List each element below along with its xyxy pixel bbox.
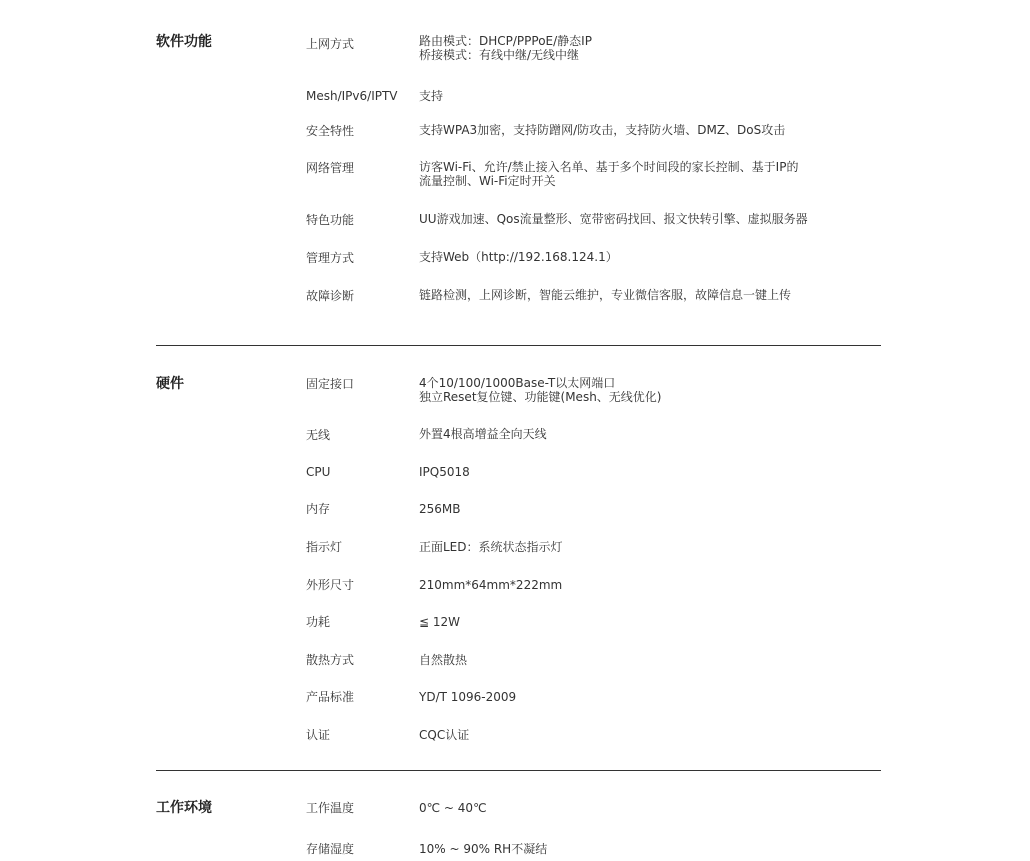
section-divider: [156, 770, 881, 771]
spec-value-line: 4个10/100/1000Base-T以太网端口: [419, 376, 616, 390]
spec-value: [419, 89, 443, 103]
section-title-software: 软件功能: [156, 34, 212, 50]
spec-value: [419, 376, 661, 404]
spec-label: 产品标准: [306, 690, 355, 704]
spec-value-line: 路由模式：DHCP/PPPoE/静态IP: [419, 34, 592, 48]
spec-label: 外形尺寸: [306, 578, 355, 592]
spec-label: 管理方式: [306, 251, 355, 265]
spec-value: [419, 578, 562, 592]
spec-value-line: UU游戏加速、Qos流量整形、宽带密码找回、报文快转引擎、虚拟服务器: [419, 212, 808, 226]
spec-label: 固定接口: [306, 377, 355, 391]
spec-value-line: 桥接模式：有线中继/无线中继: [419, 48, 580, 62]
spec-value: [419, 465, 470, 479]
spec-value-line: CQC认证: [419, 728, 470, 742]
spec-label: 特色功能: [306, 213, 355, 227]
spec-label: 安全特性: [306, 124, 355, 138]
section-title-environment: 工作环境: [156, 800, 212, 816]
spec-label: 上网方式: [306, 37, 355, 51]
section-divider: [156, 345, 881, 346]
spec-value-line: 210mm*64mm*222mm: [419, 578, 563, 592]
spec-value-line: 256MB: [419, 502, 461, 516]
spec-value-line: 流量控制、Wi-Fi定时开关: [419, 174, 556, 188]
spec-value: [419, 160, 798, 188]
spec-value-line: 独立Reset复位键、功能键(Mesh、无线优化): [419, 390, 662, 404]
spec-value: [419, 801, 487, 815]
spec-value-line: ≦ 12W: [419, 615, 461, 629]
spec-label: 工作温度: [306, 801, 355, 815]
spec-label: CPU: [306, 465, 331, 479]
spec-value-line: 10% ~ 90% RH不凝结: [419, 842, 548, 856]
spec-value-line: 正面LED：系统状态指示灯: [419, 540, 563, 554]
spec-value: [419, 34, 592, 62]
spec-value-line: 自然散热: [419, 653, 468, 667]
spec-label: 散热方式: [306, 653, 355, 667]
spec-value: [419, 653, 467, 667]
spec-label: Mesh/IPv6/IPTV: [306, 89, 398, 103]
spec-value: [419, 212, 808, 226]
spec-value: [419, 540, 563, 554]
spec-value: [419, 690, 516, 704]
spec-value: [419, 250, 618, 264]
spec-value: [419, 842, 547, 856]
spec-label: 存储湿度: [306, 842, 355, 856]
spec-label: 指示灯: [306, 540, 343, 554]
spec-value: [419, 427, 547, 441]
spec-label: 认证: [306, 728, 331, 742]
spec-value: [419, 615, 460, 629]
spec-value-line: YD/T 1096-2009: [419, 690, 517, 704]
spec-value-line: 0℃ ~ 40℃: [419, 801, 487, 815]
spec-label: 功耗: [306, 615, 331, 629]
spec-value-line: 链路检测，上网诊断，智能云维护，专业微信客服，故障信息一键上传: [419, 288, 792, 302]
spec-label: 网络管理: [306, 161, 355, 175]
spec-value-line: 访客Wi-Fi、允许/禁止接入名单、基于多个时间段的家长控制、基于IP的: [419, 160, 799, 174]
spec-label: 内存: [306, 502, 331, 516]
spec-value: [419, 728, 469, 742]
section-title-hardware: 硬件: [156, 376, 184, 392]
spec-label: 故障诊断: [306, 289, 355, 303]
spec-value: [419, 123, 785, 137]
spec-value-line: 支持WPA3加密，支持防蹭网/防攻击，支持防火墙、DMZ、DoS攻击: [419, 123, 786, 137]
spec-value-line: 支持: [419, 89, 444, 103]
spec-value: [419, 288, 791, 302]
spec-value-line: IPQ5018: [419, 465, 470, 479]
spec-value: [419, 502, 461, 516]
spec-value-line: 外置4根高增益全向天线: [419, 427, 547, 441]
spec-value-line: 支持Web（http://192.168.124.1）: [419, 250, 618, 264]
spec-label: 无线: [306, 428, 331, 442]
